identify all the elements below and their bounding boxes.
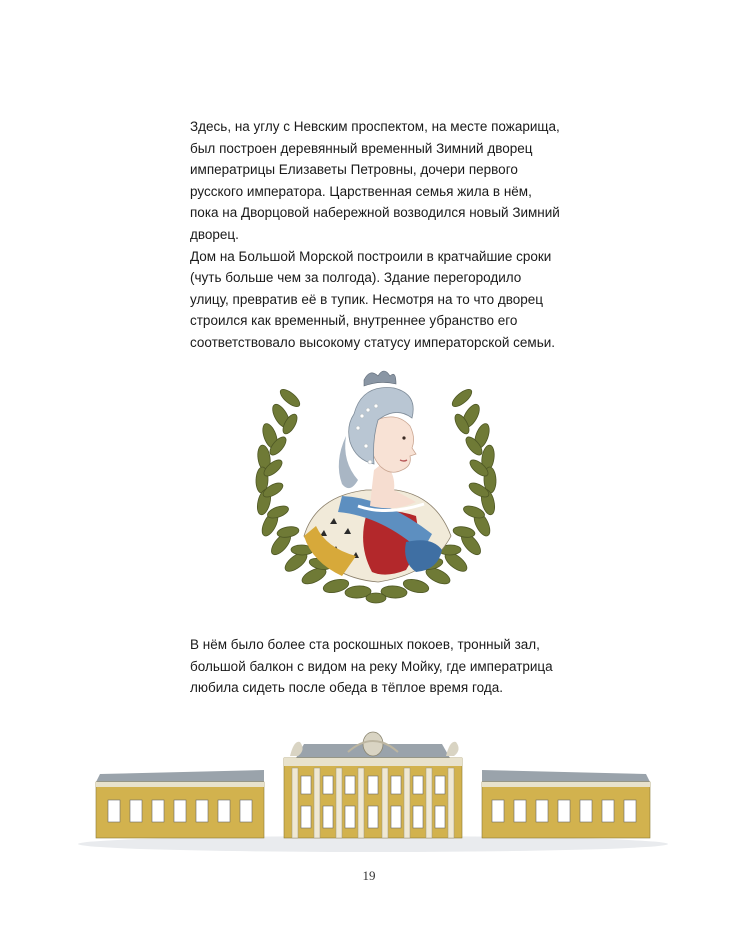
- paragraph-palace-interior: В нём было более ста роскошных покоев, тронный зал, большой балкон с видом на реку Мойку, где императрица любила сидеть после обеда в тёплое время года.: [190, 637, 553, 696]
- paragraph-winter-palace: Здесь, на углу с Невским проспектом, на месте пожарища, был построен деревянный временный Зимний дворец императрицы Елизаветы Петровны, дочери первого русского императора. Царственная семья жила в нём, пока на Дворцовой набережной возводился новый Зимний дворец.: [190, 119, 560, 242]
- empress-bust: [304, 371, 451, 582]
- paragraph-morskaya-house: Дом на Большой Морской построили в кратчайшие сроки (чуть больше чем за полгода). Здание перегородило улицу, превратив её в тупик. Несмотря на то что дворец строился как временный, внутреннее убранство его соответствовало высокому статусу императорской семьи.: [190, 248, 556, 350]
- text-block-bottom: [190, 634, 562, 699]
- text-block-top: [190, 116, 562, 354]
- palace-illustration: [78, 726, 668, 858]
- empress-portrait-illustration: [246, 366, 506, 616]
- page-number: 19: [362, 868, 376, 883]
